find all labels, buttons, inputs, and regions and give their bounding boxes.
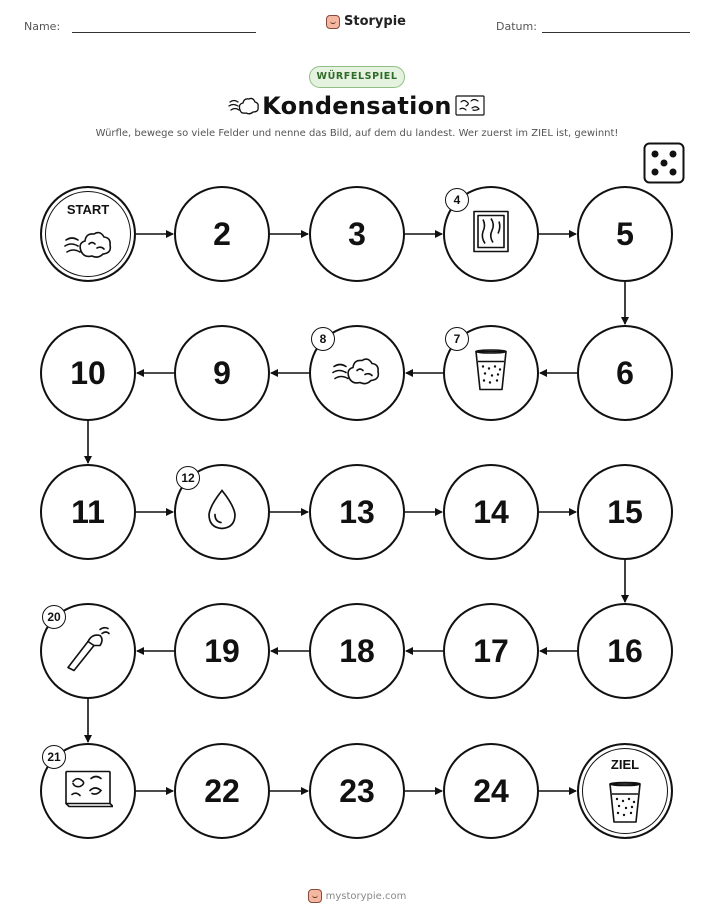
field-number: 5: [616, 215, 634, 252]
cold-glass-icon: [473, 349, 509, 398]
instructions: Würfle, bewege so viele Felder und nenne das Bild, auf dem du landest. Wer zuerst im ZIEL ist, gewinnt!: [95, 128, 619, 139]
goal-field: [577, 743, 673, 839]
game-type-badge: WÜRFELSPIEL: [309, 66, 405, 88]
field-number: 23: [339, 772, 375, 809]
field-number-badge: 12: [176, 466, 200, 490]
field-number: 10: [70, 354, 106, 391]
footer: [0, 889, 714, 903]
brand-name: Storypie: [344, 14, 406, 29]
field-number: 24: [473, 772, 509, 809]
field-16: [577, 603, 673, 699]
field-number: 2: [213, 215, 231, 252]
goal-label: ZIEL: [610, 757, 640, 772]
field-number: 13: [339, 493, 375, 530]
field-number: 15: [607, 493, 643, 530]
field-24: [443, 743, 539, 839]
field-13: [309, 464, 405, 560]
field-14: [443, 464, 539, 560]
field-number-badge: 20: [42, 605, 66, 629]
field-number: 3: [348, 215, 366, 252]
water-drop-icon: [205, 488, 239, 537]
field-18: [309, 603, 405, 699]
field-number: 16: [607, 632, 643, 669]
field-10: [40, 325, 136, 421]
field-22: [174, 743, 270, 839]
field-15: [577, 464, 673, 560]
field-number: 22: [204, 772, 240, 809]
field-23: [309, 743, 405, 839]
field-number: 9: [213, 354, 231, 391]
date-label: Datum:: [496, 20, 537, 33]
field-9: [174, 325, 270, 421]
storypie-logo-icon: [308, 889, 322, 903]
field-number: 14: [473, 493, 509, 530]
field-6: [577, 325, 673, 421]
field-17: [443, 603, 539, 699]
field-number: 18: [339, 632, 375, 669]
page-title: Kondensation: [262, 92, 452, 120]
field-2: [174, 186, 270, 282]
foggy-mirror-icon: [471, 208, 511, 261]
kettle-spout-icon: [64, 626, 112, 677]
field-number-badge: 4: [445, 188, 469, 212]
foggy-window-icon: [63, 769, 113, 814]
field-number: 19: [204, 632, 240, 669]
field-number: 11: [71, 493, 105, 530]
start-label: START: [66, 202, 110, 217]
field-number-badge: 8: [311, 327, 335, 351]
field-3: [309, 186, 405, 282]
field-19: [174, 603, 270, 699]
footer-url[interactable]: mystorypie.com: [325, 890, 407, 902]
field-number: 17: [473, 632, 509, 669]
field-number-badge: 7: [445, 327, 469, 351]
cold-glass-icon: [607, 781, 643, 830]
field-11: [40, 464, 136, 560]
field-number-badge: 21: [42, 745, 66, 769]
field-number: 6: [616, 354, 634, 391]
name-label: Name:: [24, 20, 61, 33]
field-5: [577, 186, 673, 282]
start-field: [40, 186, 136, 282]
steam-cloud-icon: [64, 226, 114, 267]
steam-cloud-icon: [332, 353, 382, 394]
